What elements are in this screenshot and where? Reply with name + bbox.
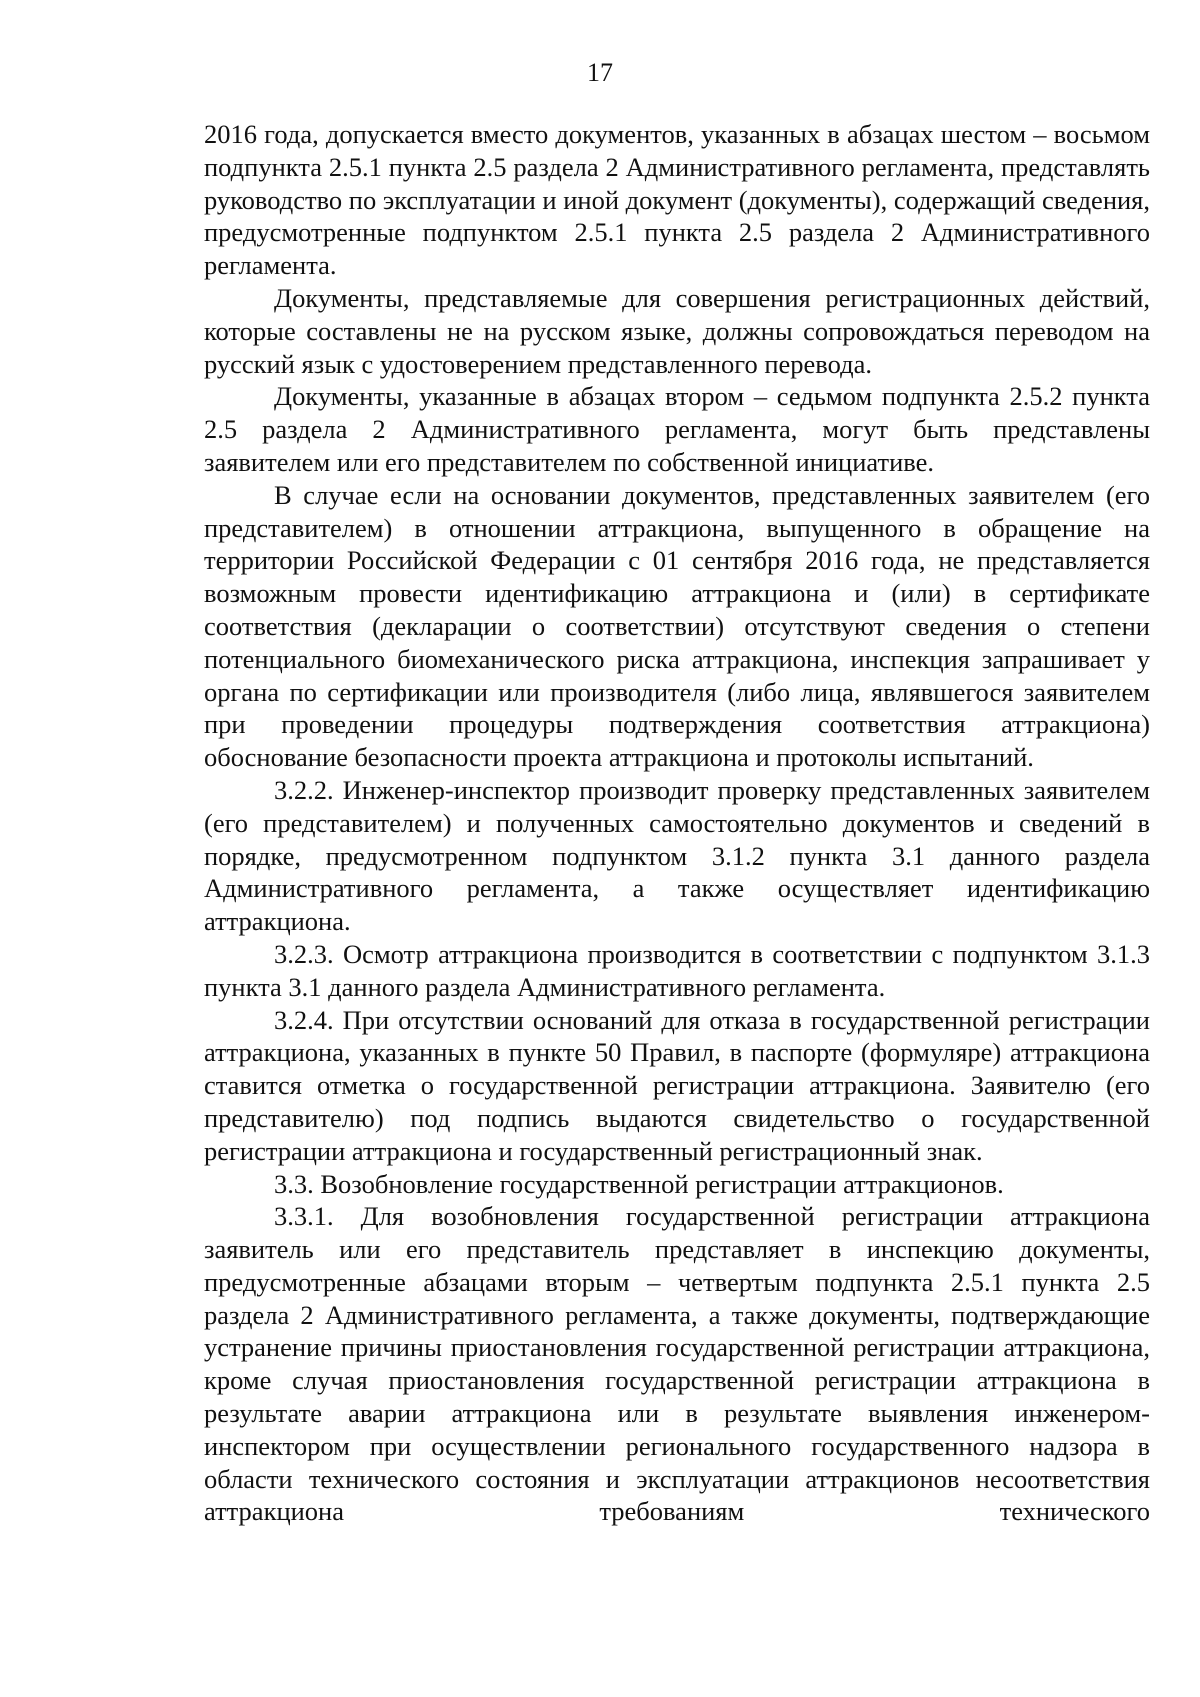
paragraph-optional-documents: Документы, указанные в абзацах втором – седьмом подпункта 2.5.2 пункта 2.5 раздела 2 Административного регламента, могут быть представлены заявителем или его представителем по собственной инициативе.: [204, 381, 1150, 477]
page-number: 17: [587, 58, 613, 87]
paragraph-3-2-4: 3.2.4. При отсутствии оснований для отказа в государственной регистрации аттракциона, указанных в пункте 50 Правил, в паспорте (формуляре) аттракциона ставится отметка о государственной регистрации аттракциона. Заявителю (его представителю) под подпись выдаются свидетельство о государственной регистрации аттракциона и государственный регистрационный знак.: [204, 1004, 1150, 1166]
paragraph-3-2-2: 3.2.2. Инженер-инспектор производит проверку представленных заявителем (его представителем) и полученных самостоятельно документов и сведений в порядке, предусмотренном подпунктом 3.1.2 пункта 3.1 данного раздела Административного регламента, а также осуществляет идентификацию аттракциона.: [204, 774, 1150, 937]
page-body: [204, 118, 1150, 1528]
section-heading-3-3: 3.3. Возобновление государственной регистрации аттракционов.: [274, 1168, 1004, 1199]
paragraph-3-2-3: 3.2.3. Осмотр аттракциона производится в соответствии с подпунктом 3.1.3 пункта 3.1 данного раздела Административного регламента.: [204, 938, 1150, 1002]
paragraph-continuation: 2016 года, допускается вместо документов, указанных в абзацах шестом – восьмом подпункта 2.5.1 пункта 2.5 раздела 2 Административного регламента, представлять руководство по эксплуатации и иной документ (документы), содержащий сведения, предусмотренные подпунктом 2.5.1 пункта 2.5 раздела 2 Административного регламента.: [204, 119, 1150, 281]
paragraph-3-3-1: 3.3.1. Для возобновления государственной регистрации аттракциона заявитель или его представитель представляет в инспекцию документы, предусмотренные абзацами вторым – четвертым подпункта 2.5.1 пункта 2.5 раздела 2 Административного регламента, а также документы, подтверждающие устранение причины приостановления государственной регистрации аттракциона, кроме случая приостановления государственной регистрации аттракциона в результате аварии аттракциона или в результате выявления инженером-инспектором при осуществлении регионального государственного надзора в области технического состояния и эксплуатации аттракционов несоответствия аттракциона требованиям технического: [204, 1201, 1150, 1527]
paragraph-identification-request: В случае если на основании документов, представленных заявителем (его представителем) в отношении аттракциона, выпущенного в обращение на территории Российской Федерации с 01 сентября 2016 года, не представляется возможным провести идентификацию аттракциона и (или) в сертификате соответствия (декларации о соответствии) отсутствуют сведения о степени потенциального биомеханического риска аттракциона, инспекция запрашивает у органа по сертификации или производителя (либо лица, являвшегося заявителем при проведении процедуры подтверждения соответствия аттракциона) обоснование безопасности проекта аттракциона и протоколы испытаний.: [204, 479, 1150, 773]
paragraph-translation-requirement: Документы, представляемые для совершения регистрационных действий, которые составлены не на русском языке, должны сопровождаться переводом на русский язык с удостоверением представленного перевода.: [204, 282, 1150, 379]
